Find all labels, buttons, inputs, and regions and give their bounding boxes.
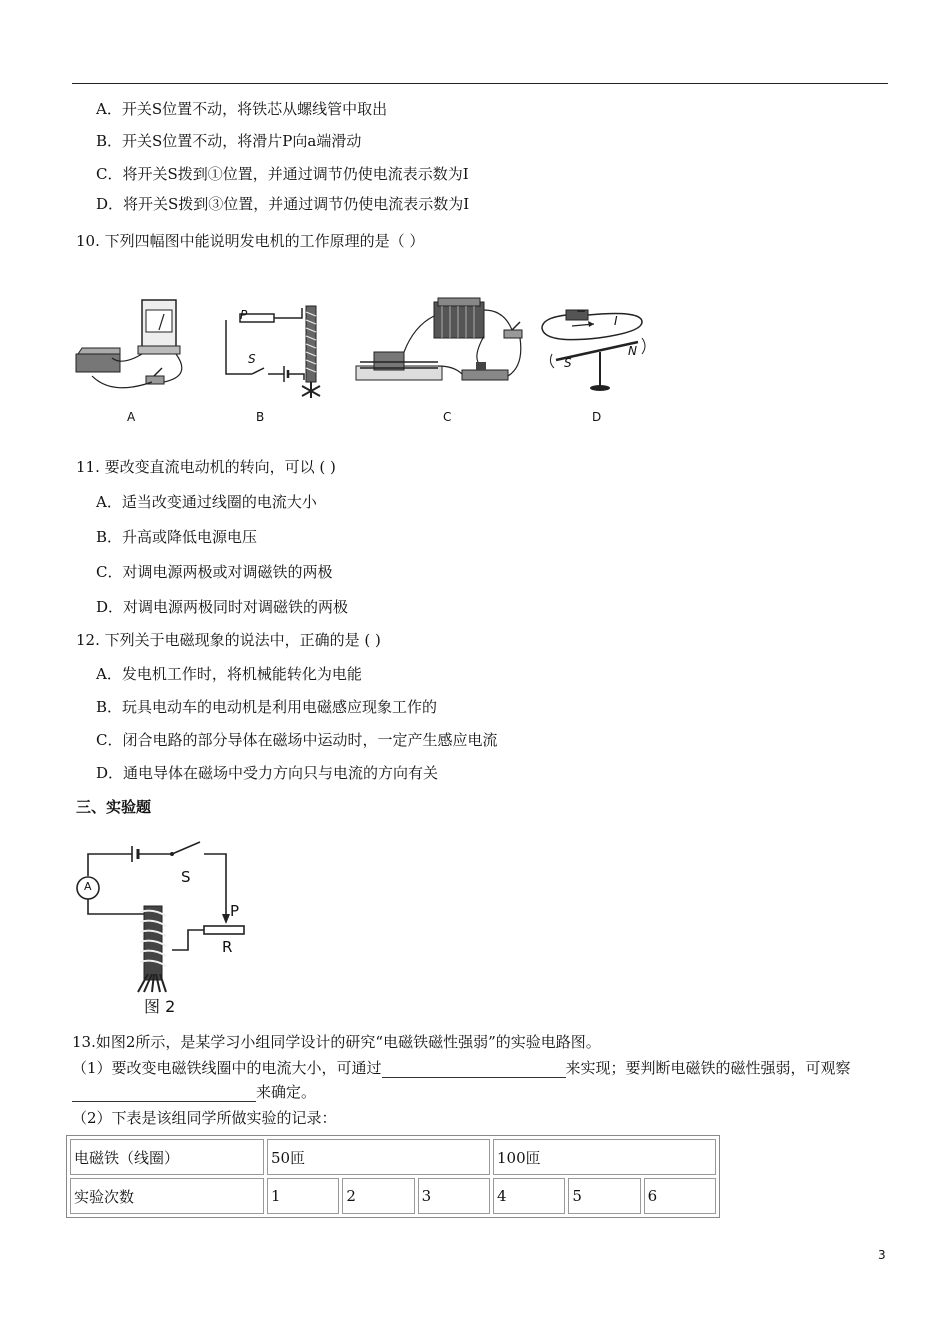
q10-label-d: D [592, 410, 602, 424]
q9-option-b: B．开关S位置不动，将滑片P向a端滑动 [96, 132, 362, 150]
q10-label-a: A [127, 410, 136, 424]
q10-d-n-label: N [628, 344, 637, 358]
table-row1-label: 电磁铁（线圈） [70, 1139, 264, 1175]
q12-option-d: D．通电导体在磁场中受力方向只与电流的方向有关 [96, 764, 439, 782]
q12-stem: 12. 下列关于电磁现象的说法中，正确的是 ( ) [76, 631, 381, 649]
q10-figure-b [222, 302, 322, 400]
table-row [70, 1178, 716, 1214]
q11-option-d: D．对调电源两极同时对调磁铁的两极 [96, 598, 349, 616]
q10-label-c: C [443, 410, 452, 424]
table-trial-cell: 3 [418, 1178, 490, 1214]
q10-d-s-label: S [564, 356, 572, 370]
figure-2-switch-label: S [181, 868, 191, 886]
table-row [70, 1139, 716, 1175]
q13-part2: （2）下表是该组同学所做实验的记录： [72, 1109, 337, 1127]
experiment-record-table [66, 1135, 720, 1218]
q10-label-b: B [256, 410, 265, 424]
q10-figure-c [354, 296, 530, 398]
figure-2-slider-label: P [230, 902, 240, 920]
q13-part1-text-c: 来确定。 [256, 1083, 317, 1101]
q12-option-c: C．闭合电路的部分导体在磁场中运动时，一定产生感应电流 [96, 731, 498, 749]
q13-part1-text-b: 来实现；要判断电磁铁的磁性强弱，可观察 [565, 1059, 851, 1077]
table-trial-cell: 1 [267, 1178, 339, 1214]
table-group-50: 50匝 [267, 1139, 490, 1175]
q12-option-b: B．玩具电动车的电动机是利用电磁感应现象工作的 [96, 698, 438, 716]
table-trial-cell: 4 [493, 1178, 565, 1214]
q10-stem: 10. 下列四幅图中能说明发电机的工作原理的是（ ） [76, 232, 425, 250]
q9-option-a: A．开关S位置不动，将铁芯从螺线管中取出 [96, 100, 388, 118]
figure-2-caption: 图 2 [144, 997, 176, 1016]
q13-part1-text-a: （1）要改变电磁铁线圈中的电流大小，可通过 [72, 1059, 382, 1077]
figure-2-rheostat-label: R [222, 938, 233, 956]
q13-part1-line2 [72, 1082, 316, 1102]
q10-d-current-label: I [614, 314, 618, 328]
q10-b-s-label: S [248, 352, 256, 366]
figure-2-circuit [76, 846, 252, 992]
q13-blank-1[interactable] [382, 1061, 566, 1078]
figure-2-ammeter-label: A [84, 880, 92, 893]
q10-b-p-label: P [240, 308, 248, 322]
table-row2-label: 实验次数 [70, 1178, 264, 1214]
q10-figure-a [72, 296, 202, 406]
q12-option-a: A．发电机工作时，将机械能转化为电能 [96, 665, 362, 683]
q13-stem: 13.如图2所示，是某学习小组同学设计的研究“电磁铁磁性强弱”的实验电路图。 [72, 1033, 601, 1051]
q13-blank-2[interactable] [72, 1085, 256, 1102]
q11-option-b: B．升高或降低电源电压 [96, 528, 258, 546]
q11-option-a: A．适当改变通过线圈的电流大小 [96, 493, 317, 511]
table-trial-cell: 2 [342, 1178, 414, 1214]
q9-option-d: D．将开关S拨到③位置，并通过调节仍使电流表示数为I [96, 195, 470, 213]
table-group-100: 100匝 [493, 1139, 716, 1175]
q11-option-c: C．对调电源两极或对调磁铁的两极 [96, 563, 333, 581]
q13-part1-line1 [72, 1058, 851, 1078]
q11-stem: 11. 要改变直流电动机的转向，可以 ( ) [76, 458, 336, 476]
header-rule [72, 83, 888, 84]
section-title: 三、实验题 [76, 798, 152, 816]
q9-option-c: C．将开关S拨到①位置，并通过调节仍使电流表示数为I [96, 165, 469, 183]
table-trial-cell: 6 [644, 1178, 716, 1214]
table-trial-cell: 5 [568, 1178, 640, 1214]
q10-d-minus-sign: − [576, 304, 587, 318]
page-number: 3 [878, 1248, 886, 1262]
